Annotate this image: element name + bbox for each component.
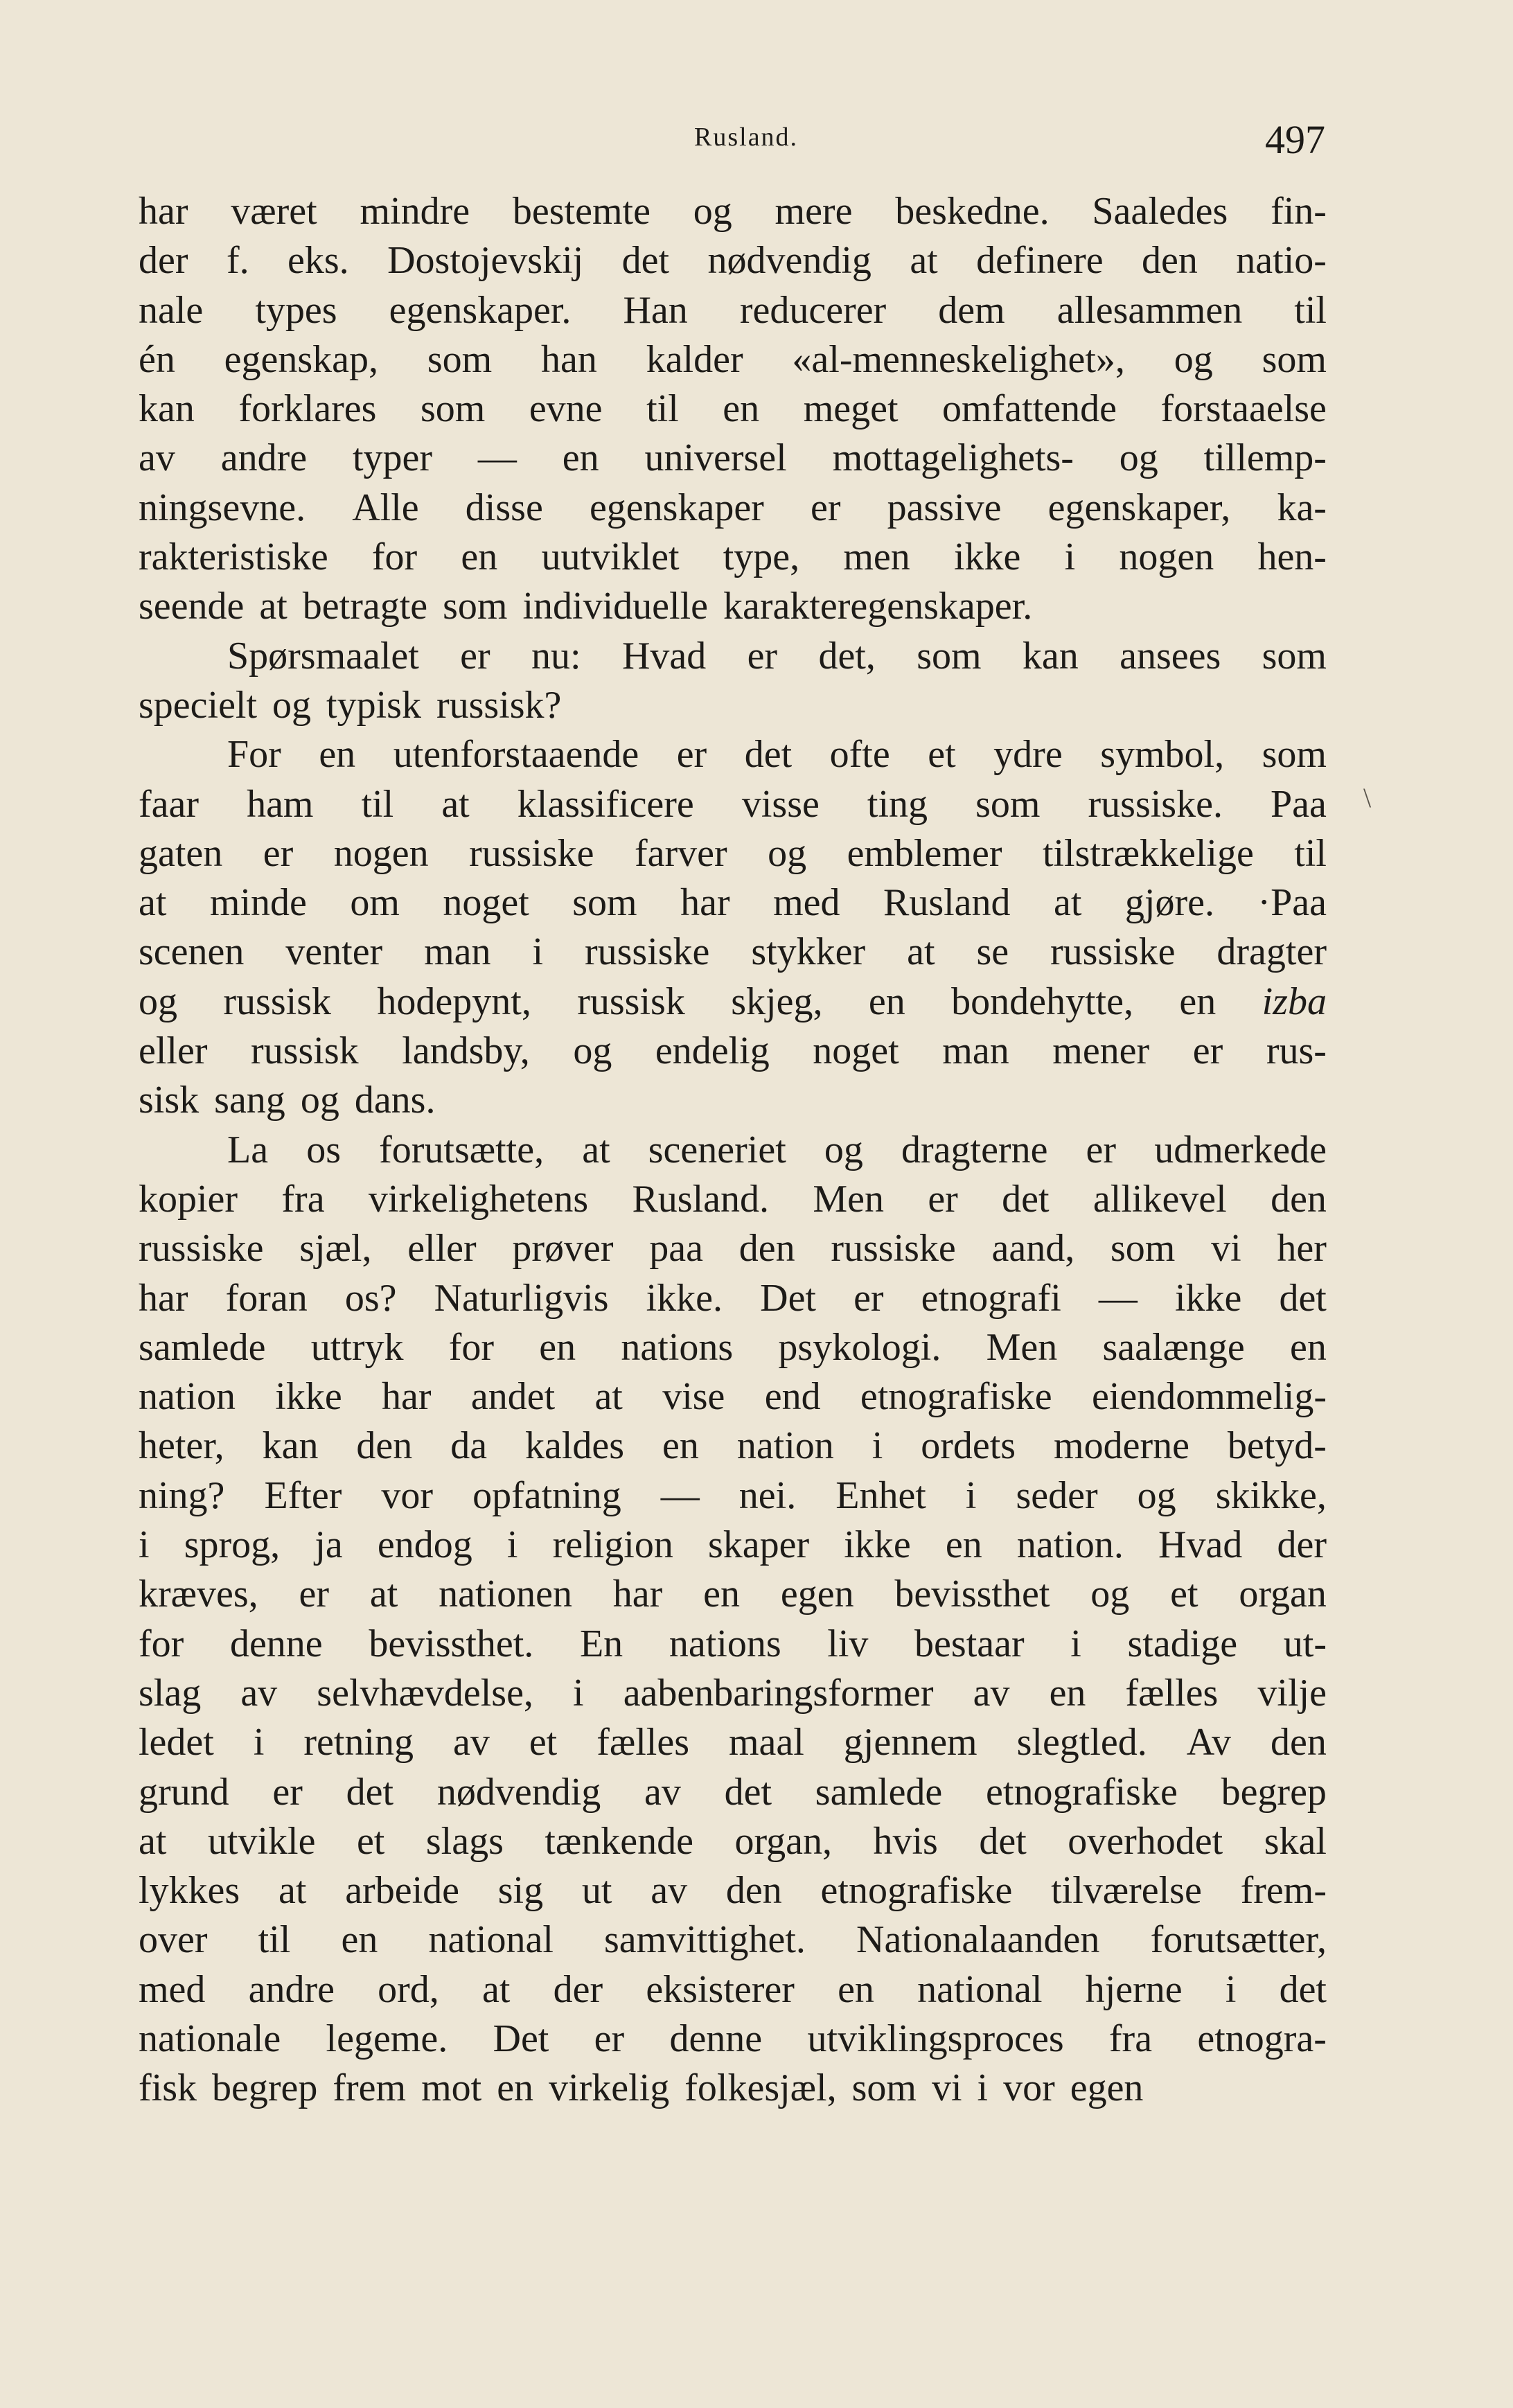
- text-line: heter, kan den da kaldes en nation i ordets moderne betyd-: [139, 1424, 1327, 1468]
- page-header: [0, 116, 1513, 172]
- text-line: ledet i retning av et fælles maal gjennem slegtled. Av den: [139, 1721, 1327, 1764]
- text-line: og russisk hodepynt, russisk skjeg, en bondehytte, en izba: [139, 980, 1327, 1023]
- text-line: rakteristiske for en uutviklet type, men ikke i nogen hen-: [139, 535, 1327, 579]
- text-line: ningsevne. Alle disse egenskaper er passive egenskaper, ka-: [139, 486, 1327, 529]
- body-text: [139, 187, 1327, 2114]
- text-line: lykkes at arbeide sig ut av den etnografiske tilværelse frem-: [139, 1869, 1327, 1913]
- margin-mark: \: [1363, 782, 1372, 813]
- text-line: ning? Efter vor opfatning — nei. Enhet i seder og skikke,: [139, 1473, 1327, 1517]
- text-line: grund er det nødvendig av det samlede etnografiske begrep: [139, 1770, 1327, 1814]
- text-line: Spørsmaalet er nu: Hvad er det, som kan ansees som: [227, 634, 1327, 678]
- text-line: med andre ord, at der eksisterer en national hjerne i det: [139, 1967, 1327, 2011]
- text-line: har foran os? Naturligvis ikke. Det er etnografi — ikke det: [139, 1276, 1327, 1320]
- text-line: at utvikle et slags tænkende organ, hvis det overhodet skal: [139, 1819, 1327, 1863]
- text-line: nale types egenskaper. Han reducerer dem allesammen til: [139, 288, 1327, 332]
- text-line: kopier fra virkelighetens Rusland. Men er det allikevel den: [139, 1177, 1327, 1221]
- text-line: nationale legeme. Det er denne utviklingsproces fra etnogra-: [139, 2017, 1327, 2060]
- text-line: kræves, er at nationen har en egen bevissthet og et organ: [139, 1573, 1327, 1616]
- text-line: av andre typer — en universel mottagelighets- og tillemp-: [139, 436, 1327, 480]
- text-line: for denne bevissthet. En nations liv bestaar i stadige ut-: [139, 1622, 1327, 1665]
- text-line: samlede uttryk for en nations psykologi. Men saalænge en: [139, 1325, 1327, 1369]
- text-line: at minde om noget som har med Rusland at gjøre. ·Paa: [139, 881, 1327, 925]
- text-line: har været mindre bestemte og mere beskedne. Saaledes fin-: [139, 190, 1327, 233]
- text-line: For en utenforstaaende er det ofte et ydre symbol, som: [227, 733, 1327, 777]
- running-head: Rusland.: [694, 123, 799, 152]
- text-line: kan forklares som evne til en meget omfattende forstaaelse: [139, 387, 1327, 431]
- text-line: eller russisk landsby, og endelig noget man mener er rus-: [139, 1029, 1327, 1073]
- text-line: der f. eks. Dostojevskij det nødvendig at definere den natio-: [139, 239, 1327, 283]
- text-line: specielt og typisk russisk?: [139, 683, 562, 727]
- page-number: 497: [1265, 117, 1325, 162]
- text-line: faar ham til at klassificere visse ting som russiske. Paa: [139, 782, 1327, 826]
- text-line: russiske sjæl, eller prøver paa den russiske aand, som vi her: [139, 1227, 1327, 1271]
- text-line: over til en national samvittighet. Nationalaanden forutsætter,: [139, 1918, 1327, 1962]
- text-line: én egenskap, som han kalder «al-menneskelighet», og som: [139, 337, 1327, 381]
- text-line: slag av selvhævdelse, i aabenbaringsformer av en fælles vilje: [139, 1671, 1327, 1715]
- text-line: gaten er nogen russiske farver og emblemer tilstrækkelige til: [139, 831, 1327, 875]
- text-line: fisk begrep frem mot en virkelig folkesjæl, som vi i vor egen: [139, 2066, 1144, 2110]
- text-line: scenen venter man i russiske stykker at se russiske dragter: [139, 930, 1327, 974]
- text-line: La os forutsætte, at sceneriet og dragterne er udmerkede: [227, 1128, 1327, 1171]
- text-line: i sprog, ja endog i religion skaper ikke en nation. Hvad der: [139, 1523, 1327, 1567]
- text-line: sisk sang og dans.: [139, 1079, 436, 1122]
- text-line: seende at betragte som individuelle karakteregenskaper.: [139, 585, 1033, 628]
- text-line: nation ikke har andet at vise end etnografiske eiendommelig-: [139, 1375, 1327, 1419]
